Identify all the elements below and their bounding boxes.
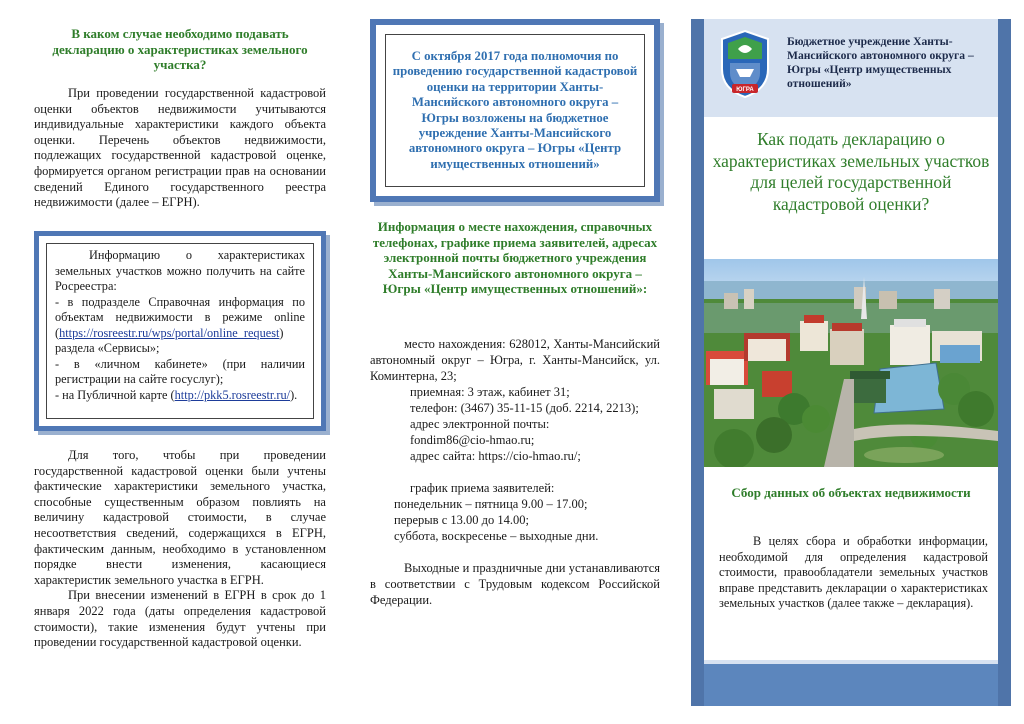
organization-header xyxy=(704,19,998,117)
email-value: fondim86@cio-hmao.ru; xyxy=(410,433,535,447)
city-photo xyxy=(704,259,998,467)
data-collection-block xyxy=(719,534,988,612)
rosreestr-info-box xyxy=(34,231,326,431)
reception-text: приемная: 3 этаж, кабинет 31; xyxy=(410,385,570,399)
yugra-emblem-icon xyxy=(716,29,774,99)
info-box-item-map: - на Публичной карте (http://pkk5.rosreestr.ru/). xyxy=(55,387,298,402)
cover-panel xyxy=(704,19,998,706)
paragraph-deadline: При внесении изменений в ЕГРН в срок до 1 января 2022 года (даты определения кадастровой стоимости), такие изменения будут учтены при проведении государственной кадастровой оценки. xyxy=(34,588,326,650)
schedule-break: перерыв с 13.00 до 14.00; xyxy=(394,513,529,527)
public-map-link[interactable]: http://pkk5.rosreestr.ru/ xyxy=(174,387,291,402)
khanty-mansiysk-city-view-image xyxy=(704,259,998,467)
footer-stripe xyxy=(704,664,998,706)
address-text: место нахождения: 628012, Ханты-Мансийский автономный округ – Югра, г. Ханты-Мансийск, ул. Коминтерна, 23; xyxy=(370,337,660,383)
holidays-text: Выходные и праздничные дни устанавливаются в соответствии с Трудовым кодексом Российской Федерации. xyxy=(370,561,660,607)
svg-text:ЮГРА: ЮГРА xyxy=(736,87,754,93)
info-box-item-cabinet: - в «личном кабинете» (при наличии регистрации на сайте госуслуг); xyxy=(55,356,305,386)
organization-name: Бюджетное учреждение Ханты-Мансийского автономного округа – Югры «Центр имущественных отношений» xyxy=(787,35,974,90)
site-text: адрес сайта: https://cio-hmao.ru/; xyxy=(410,449,581,463)
october-box-text: С октября 2017 года полномочия по проведению государственной кадастровой оценки на территории Ханты-Мансийского автономного округа – Югры возложены на бюджетное учреждение Ханты-Мансийского автономного округа – Югры «Центр имущественных отношений» xyxy=(392,48,638,171)
info-box-item-online: - в подразделе Справочная информация по объектам недвижимости в режиме online (https://rosreestr.ru/wps/portal/online_request) раздела «Сервисы»; xyxy=(55,294,305,355)
data-collection-heading: Сбор данных об объектах недвижимости xyxy=(731,485,971,500)
paragraph-intro: При проведении государственной кадастровой оценки объектов недвижимости учитываются индивидуальные характеристики каждого объекта оценки. Перечень объектов недвижимости, подлежащих государственной кадастровой оценке, формируется органом регистрации прав на основании сведений Единого государственного реестра недвижимости (далее – ЕГРН). xyxy=(34,86,326,210)
schedule-weekend: суббота, воскресенье – выходные дни. xyxy=(394,529,599,543)
brochure-title: Как подать декларацию о характеристиках земельных участков для целей государственной кадастровой оценки? xyxy=(712,129,990,214)
contacts-block xyxy=(370,336,660,608)
data-collection-text: В целях сбора и обработки информации, необходимой для определения кадастровой стоимости, правообладатели земельных участков вправе представить декларации о характеристиках земельных участков (далее также – декларация). xyxy=(719,534,988,611)
column-cover xyxy=(691,19,1011,706)
online-request-link[interactable]: https://rosreestr.ru/wps/portal/online_request xyxy=(59,325,280,340)
paragraph-changes: Для того, чтобы при проведении государственной кадастровой оценки были учтены фактические характеристики земельного участка, способные существенным образом повлиять на величину кадастровой стоимости, в случае несоответствия сведений, содержащихся в ЕГРН, фактическим данным, необходимо в установленном порядке внести изменения, касающиеся характеристик земельного участка в ЕГРН. xyxy=(34,448,326,587)
spacer xyxy=(370,464,660,480)
paragraph-group xyxy=(34,448,326,651)
info-box-inner xyxy=(46,243,314,419)
october-box-inner xyxy=(385,34,645,187)
schedule-title: график приема заявителей: xyxy=(410,481,555,495)
spacer xyxy=(370,544,660,560)
schedule-weekdays: понедельник – пятница 9.00 – 17.00; xyxy=(394,497,588,511)
phone-text: телефон: (3467) 35-11-15 (доб. 2214, 2213); xyxy=(410,401,639,415)
section-heading: В каком случае необходимо подавать декларацию о характеристиках земельного участка? xyxy=(52,26,308,72)
contacts-heading: Информация о месте нахождения, справочных телефонах, графике приема заявителей, адресах электронной почты бюджетного учреждения Ханты-Мансийского автономного округа – Югры «Центр имущественных отношений»: xyxy=(372,219,658,296)
email-label: адрес электронной почты: xyxy=(410,417,550,431)
october-2017-box xyxy=(370,19,660,202)
info-box-intro: Информацию о характеристиках земельных участков можно получить на сайте Росреестра: xyxy=(55,248,305,293)
